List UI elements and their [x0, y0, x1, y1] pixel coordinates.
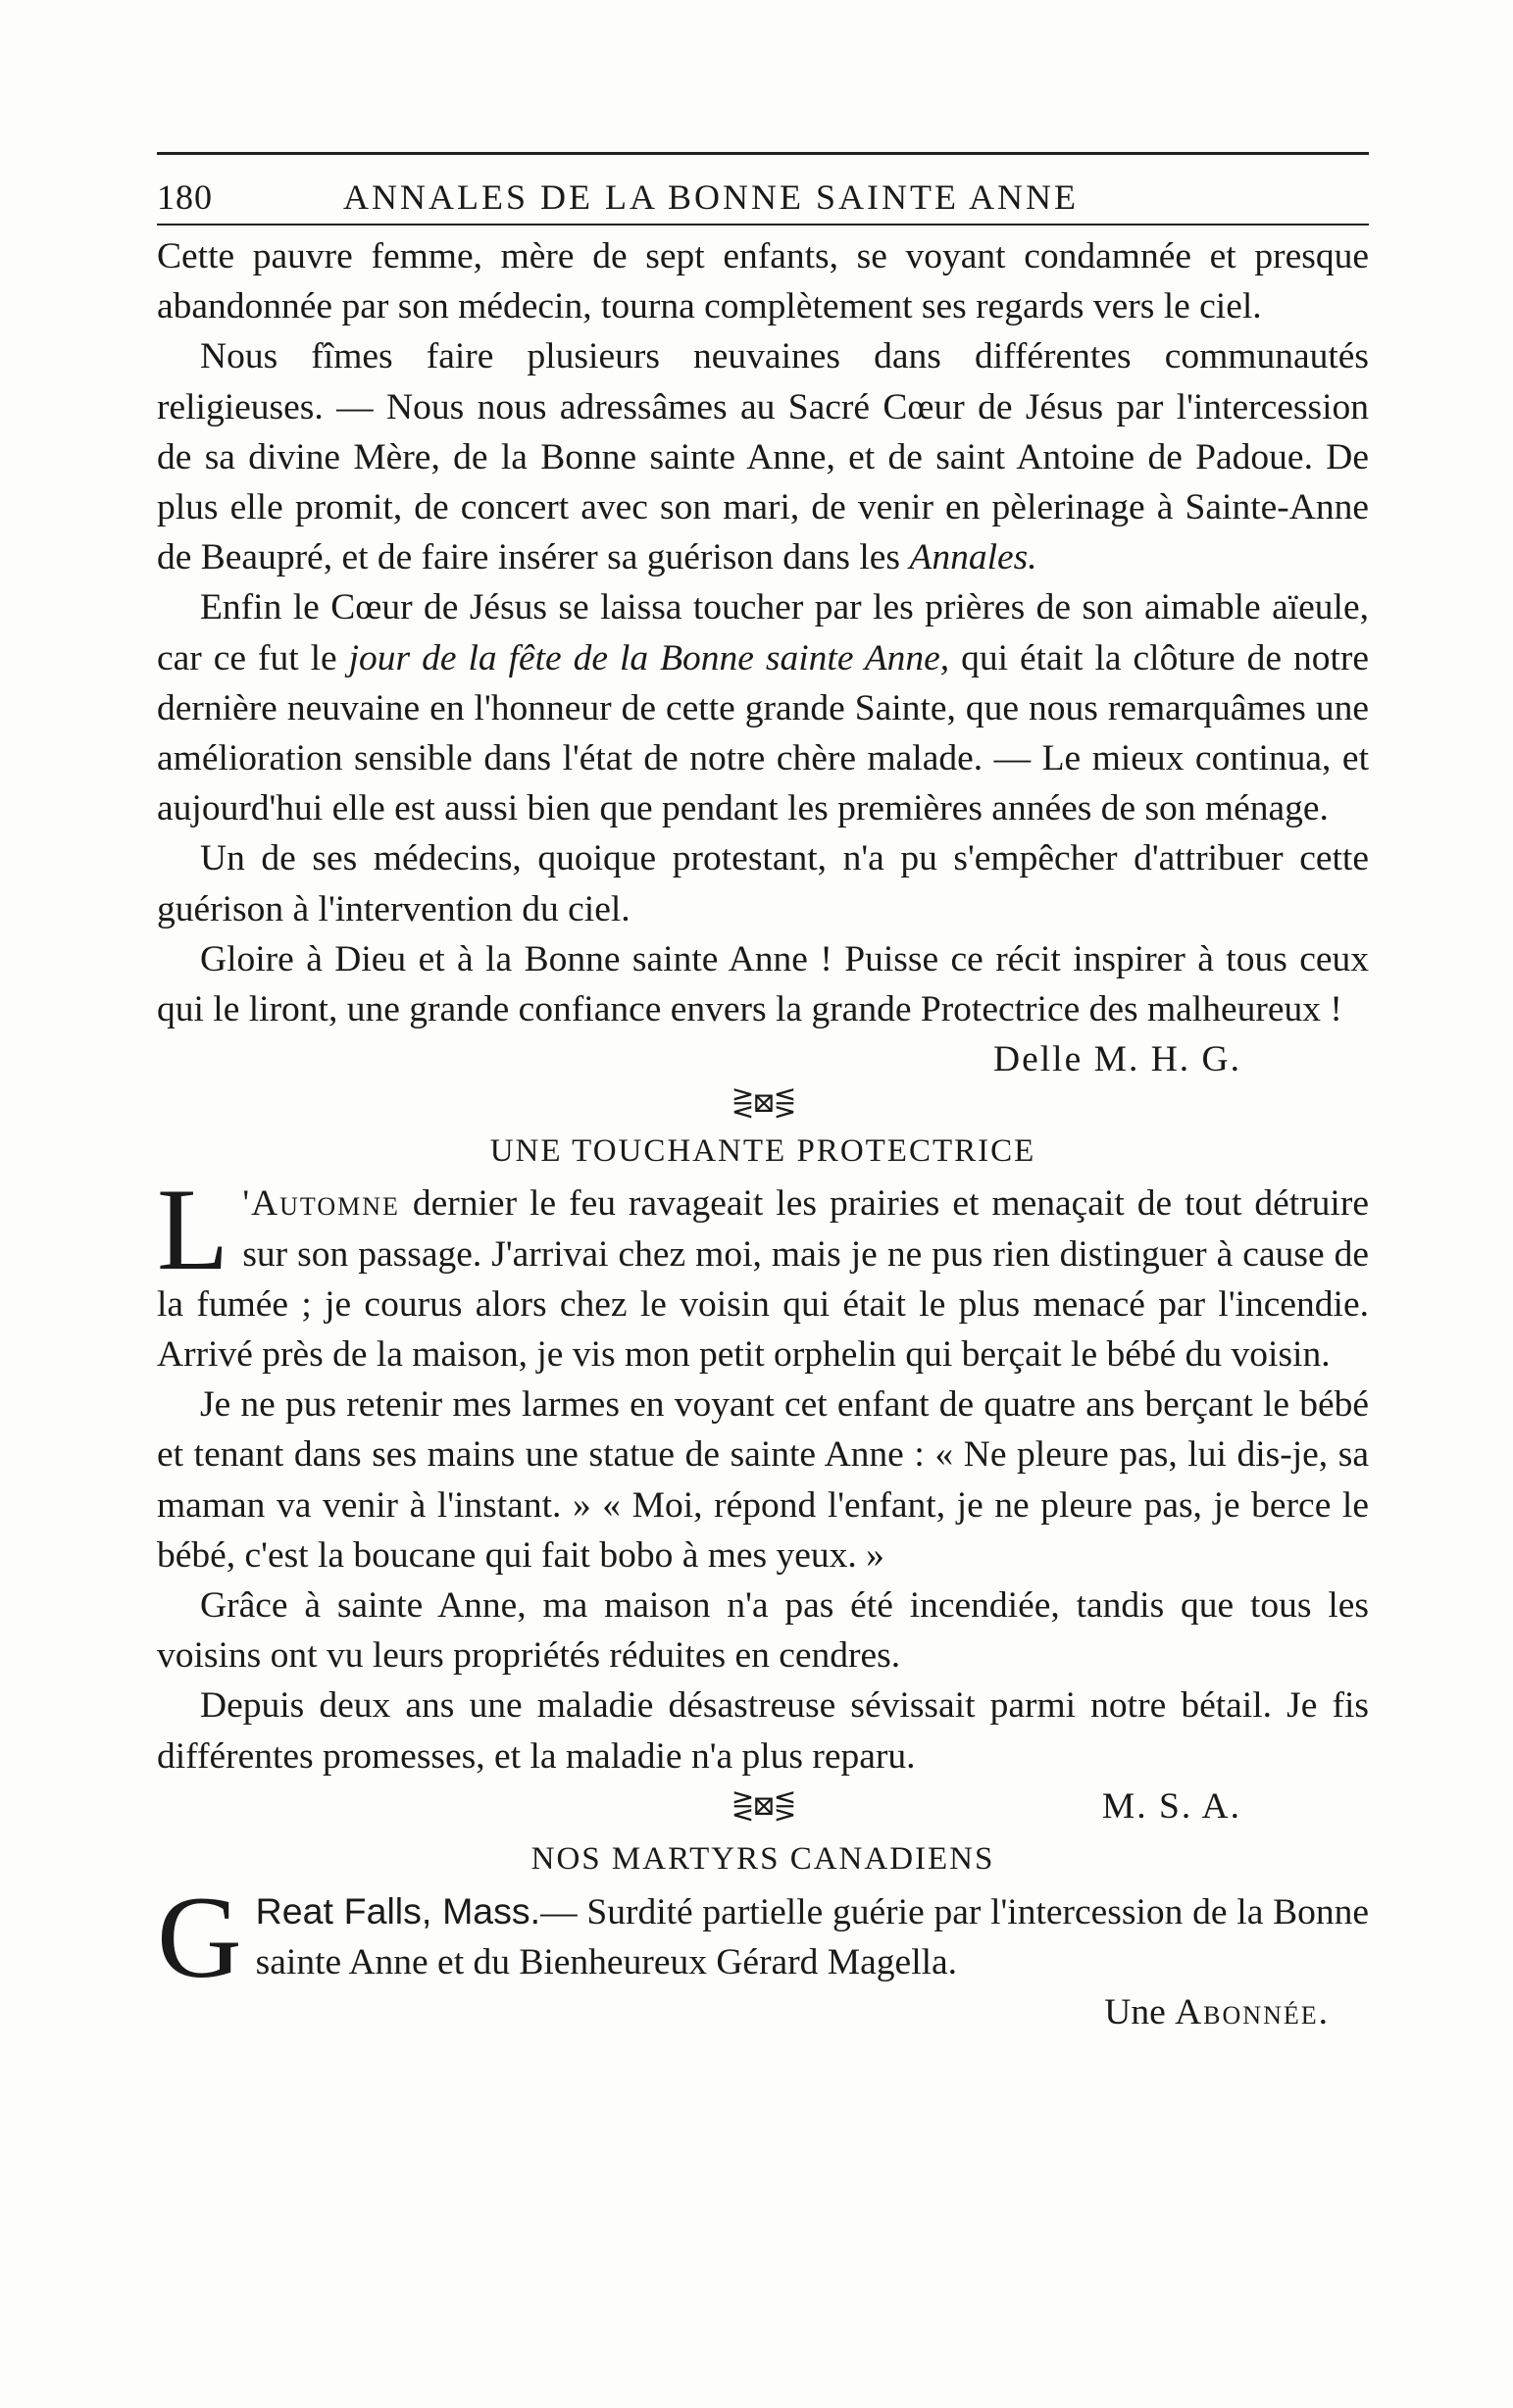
smallcaps-opening: 'Automne — [242, 1183, 400, 1225]
paragraph-text: — Surdité partielle guérie par l'intercession de la Bonne sainte Anne et du Bienheureux Gérard Magella. — [255, 1891, 1370, 1983]
paragraph: Un de ses médecins, quoique protestant, n'a pu s'empêcher d'attribuer cette guérison à l'intervention du ciel. — [157, 838, 1369, 929]
running-header — [157, 155, 1369, 224]
header-bottom-rule — [157, 224, 1369, 226]
page-number: 180 — [157, 177, 213, 217]
section-title: UNE TOUCHANTE PROTECTRICE — [489, 1133, 1036, 1170]
paragraph — [157, 331, 1369, 582]
paragraph: Je ne pus retenir mes larmes en voyant cet enfant de quatre ans berçant le bébé et tenant dans ses mains une statue de sainte Anne : « Ne pleure pas, lui dis-je, sa maman va venir à l'instant. » « Moi, répond l'enfant, je ne pleure pas, je berce le bébé, c'est la boucane qui fait bobo à mes yeux. » — [157, 1384, 1369, 1576]
signature-prefix: Une — [1104, 1992, 1176, 2033]
paragraph-text: qui était la clôture de notre dernière neuvaine en l'honneur de cette grande Sainte, que nous remarquâmes une amélioration sensible dans l'état de notre chère malade. — Le mieux continua, et aujourd'hui elle est aussi bien que pendant les premières années de son ménage. — [157, 637, 1369, 829]
drop-cap: G — [157, 1871, 242, 2002]
paragraph: Grâce à sainte Anne, ma maison n'a pas été incendiée, tandis que tous les voisins ont vu leurs propriétés réduites en cendres. — [157, 1585, 1369, 1677]
section-title: NOS MARTYRS CANADIENS — [530, 1840, 995, 1877]
paragraph — [157, 582, 1369, 833]
paragraph — [157, 1871, 1370, 2002]
page — [157, 152, 1369, 2038]
body-text — [157, 231, 1369, 2038]
signature: Abonnée. — [1175, 1992, 1330, 2033]
fleuron-ornament: ⋛⊠⋚ — [731, 1790, 795, 1822]
signature: M. S. A. — [1101, 1785, 1241, 1827]
paragraph-text: Enfin le Cœur de Jésus se laissa toucher par les prières de son aimable aïeule, car ce fut le — [157, 587, 1369, 678]
paragraph-text: dernier le feu ravageait les prairies et menaçait de tout détruire sur son passage. J'arrivai chez moi, mais je ne pus rien distinguer à cause de la fumée ; je courus alors chez le voisin qui était le plus menacé par l'incendie. Arrivé près de la maison, je vis mon petit orphelin qui berçait le bébé du voisin. — [157, 1183, 1369, 1376]
signature-line — [157, 1987, 1369, 2037]
feast-day-italic: jour de la fête de la Bonne sainte Anne, — [348, 637, 950, 678]
signature-line — [157, 1034, 1369, 1084]
signature-line — [157, 1781, 1369, 1831]
location-lead: Reat Falls, Mass. — [255, 1889, 541, 1931]
paragraph: Depuis deux ans une maladie désastreuse sévissait parmi notre bétail. Je fis différentes promesses, et la maladie n'a plus reparu. — [157, 1685, 1369, 1777]
signature: Delle M. H. G. — [993, 1039, 1241, 1080]
paragraph: Gloire à Dieu et à la Bonne sainte Anne ! Puisse ce récit inspirer à tous ceux qui le liront, une grande confiance envers la grande Protectrice des malheureux ! — [157, 938, 1369, 1030]
paragraph — [157, 1164, 1369, 1380]
fleuron-ornament: ⋛⊠⋚ — [731, 1088, 795, 1120]
drop-cap: L — [157, 1164, 229, 1295]
running-title: ANNALES DE LA BONNE SAINTE ANNE — [343, 177, 1079, 217]
annales-italic: Annales. — [909, 537, 1037, 578]
paragraph-text: Nous fîmes faire plusieurs neuvaines dans différentes communautés religieuses. — Nous nous adressâmes au Sacré Cœur de Jésus par l'intercession de sa divine Mère, de la Bonne sainte Anne, et de saint Antoine de Padoue. De plus elle promit, de concert avec son mari, de venir en pèlerinage à Sainte-Anne de Beaupré, et de faire insérer sa guérison dans les — [157, 336, 1369, 578]
paragraph: Cette pauvre femme, mère de sept enfants, se voyant condamnée et presque abandonnée par son médecin, tourna complètement ses regards vers le ciel. — [157, 236, 1369, 327]
